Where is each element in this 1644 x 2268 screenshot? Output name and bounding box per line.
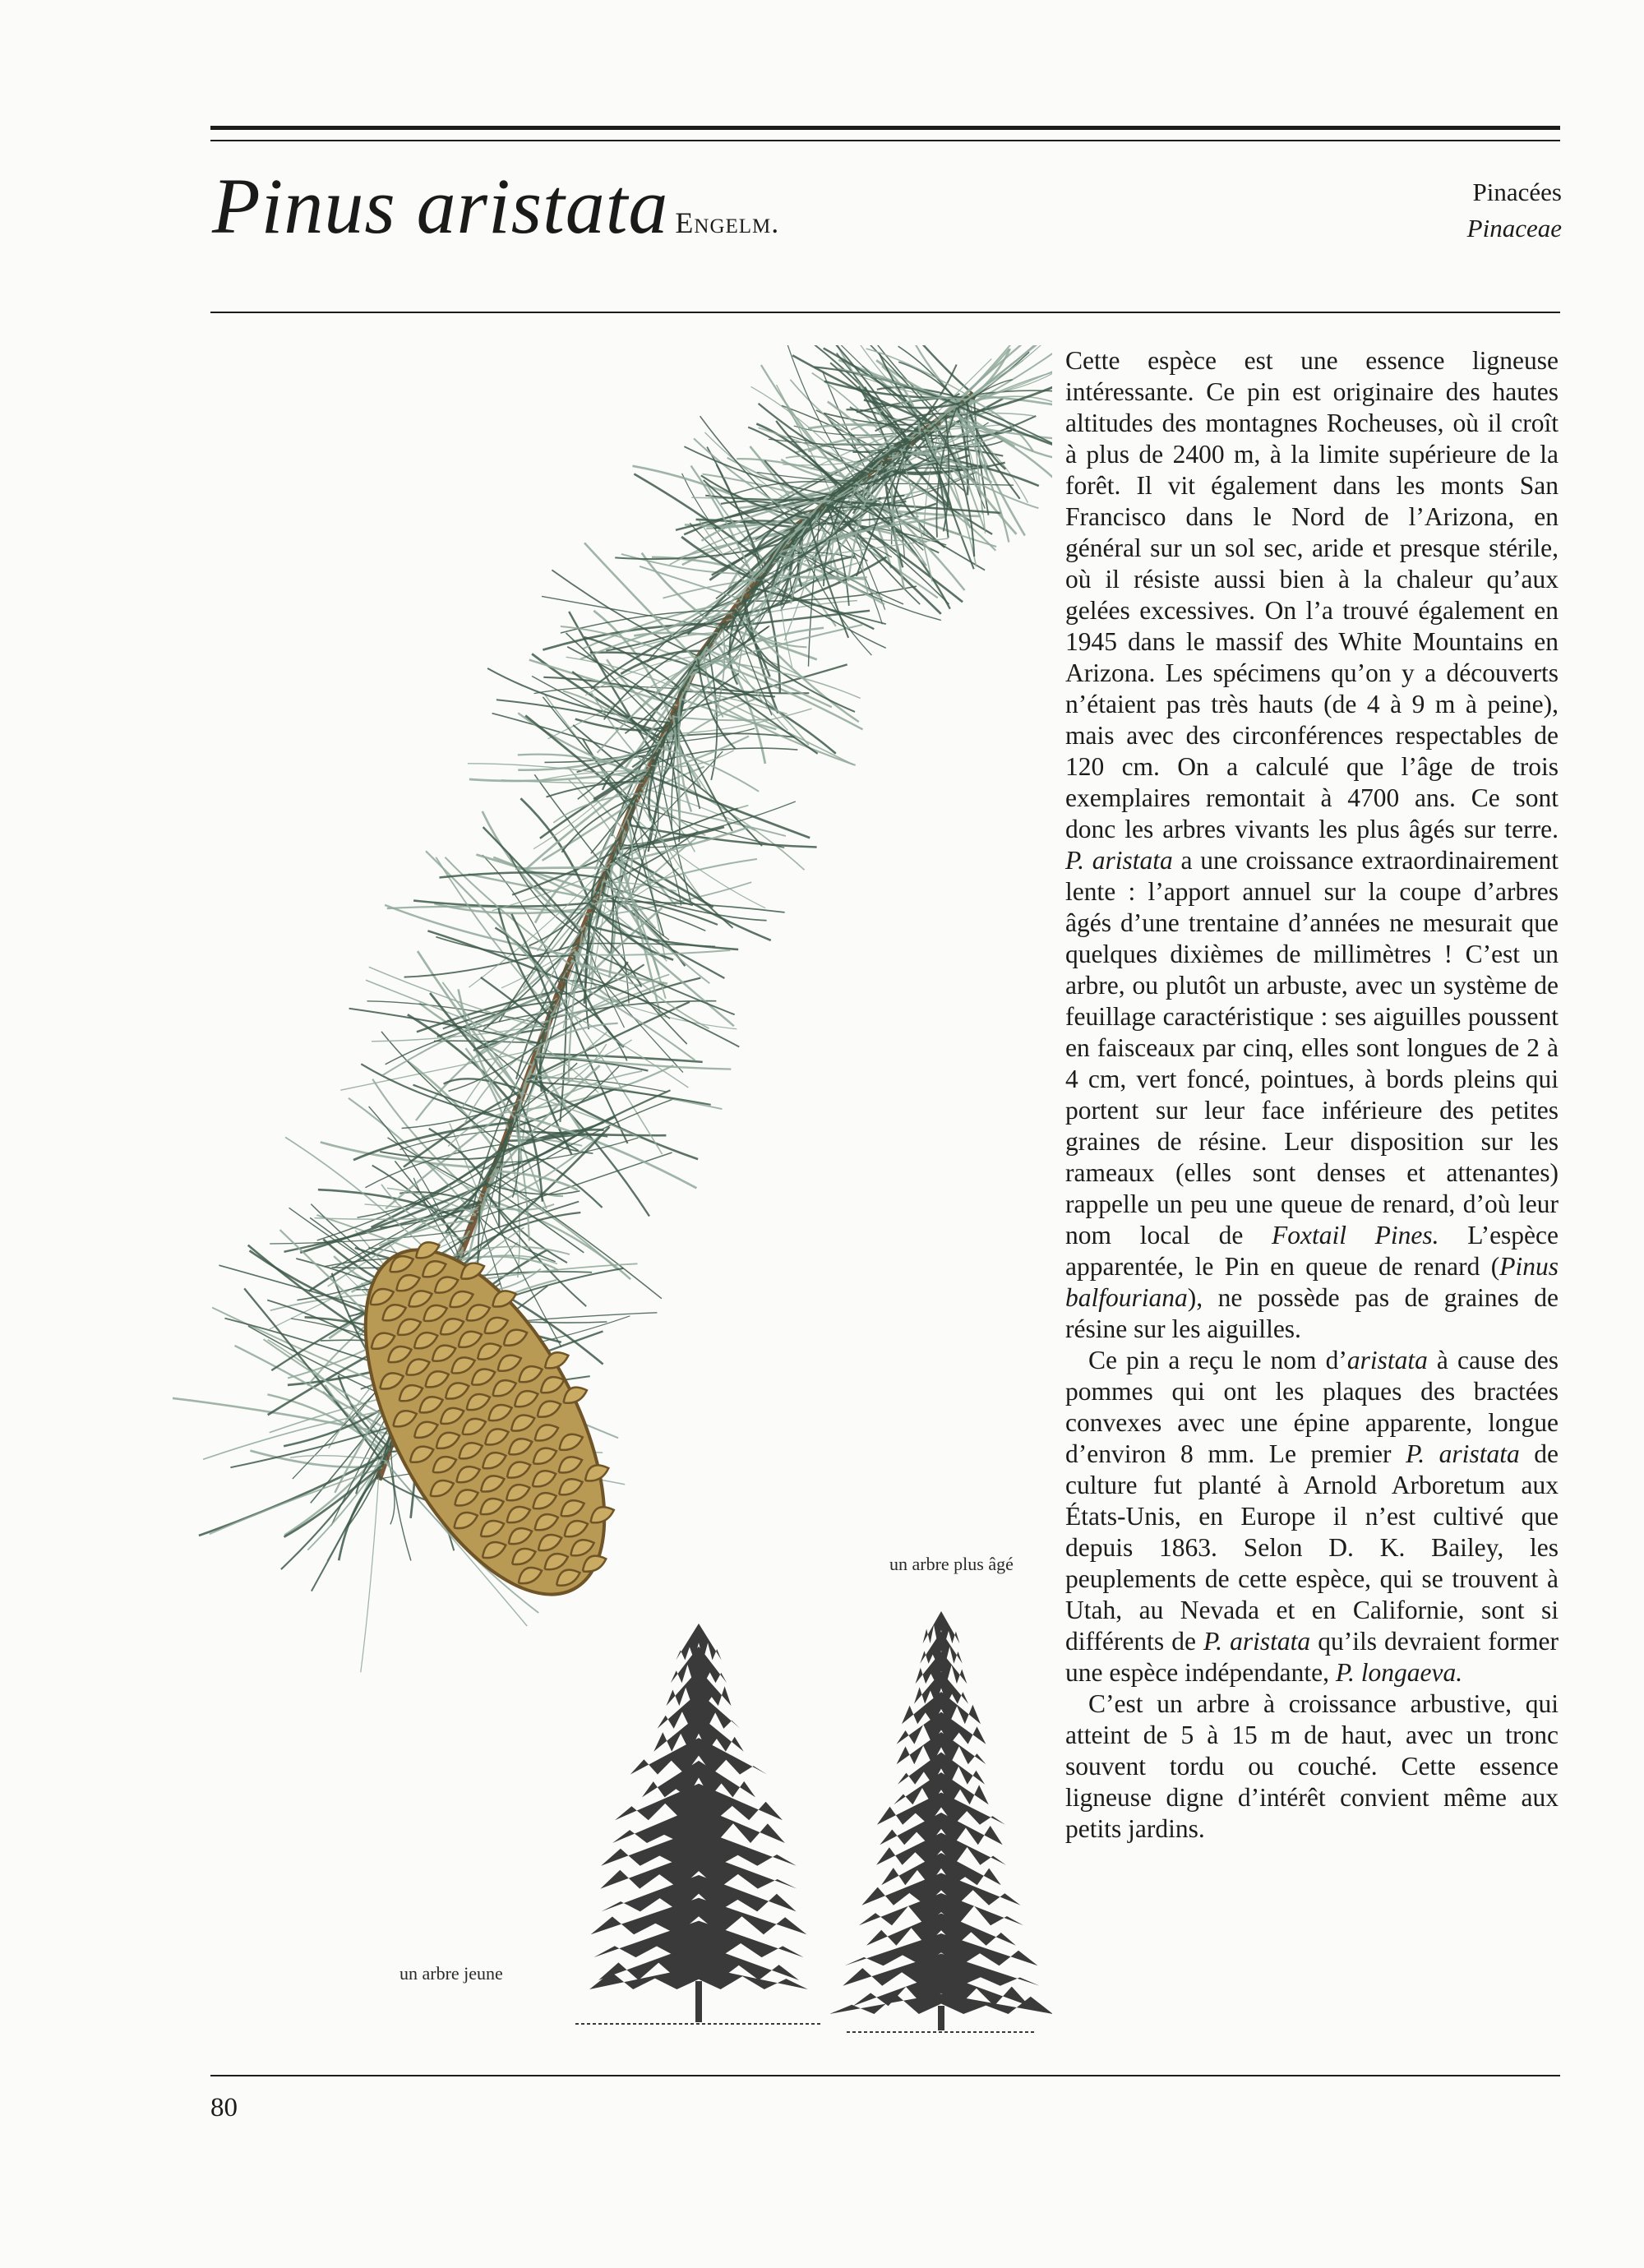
text-run: Cette espèce est une essence ligneuse intéressante. Ce pin est originaire des hautes altitudes des montagnes Rocheuses, où il croît à plus de 2400 m, à la limite supérieure de la forêt. Il vit également dans les monts San Francisco dans le Nord de l’Arizona, en général sur un sol sec, aride et presque stérile, où il résiste aussi bien à la chaleur qu’aux gelées excessives. On l’a trouvé également en 1945 dans le massif des White Mountains en Arizona. Les spécimens qu’on y a découverts n’étaient pas très hauts (de 4 à 9 m à peine), mais avec des circonférences respectables de 120 cm. On a calculé que l’âge de trois exemplaires remontait à 4700 ans. Ce sont donc les arbres vivants les plus âgés sur terre. (1065, 346, 1559, 843)
family-label (1467, 174, 1562, 247)
species-title (212, 160, 779, 252)
text-run-italic: Foxtail Pines. (1272, 1221, 1439, 1249)
paragraph-1 (1065, 345, 1559, 1345)
young-tree-silhouette (559, 1619, 838, 2047)
text-run: L’espèce apparentée, le Pin en queue de renard ( (1065, 1221, 1559, 1281)
text-run: ), ne possède pas de graines de résine sur les aiguilles. (1065, 1283, 1559, 1343)
text-run-italic: Pinus balfouriana (1065, 1252, 1559, 1312)
family-latin: Pinaceae (1466, 214, 1562, 243)
caption-young-tree: un arbre jeune (399, 1963, 503, 1984)
species-name: Pinus aristata (212, 162, 669, 250)
body-text (1065, 345, 1559, 1845)
caption-old-tree: un arbre plus âgé (889, 1554, 1014, 1574)
family-french: Pinacées (1472, 178, 1562, 206)
page-number: 80 (210, 2093, 238, 2122)
text-run-italic: P. aristata (1406, 1439, 1520, 1468)
text-run-italic: aristata (1346, 1346, 1428, 1374)
text-run-italic: P. aristata (1065, 846, 1173, 875)
title-rule-bottom (210, 312, 1560, 313)
text-run: à cause des pommes qui ont les plaques des bractées convexes avec une épine apparente, longue d’environ 8 mm. Le premier (1065, 1346, 1559, 1468)
text-run: qu’ils devraient former une espèce indépendante, (1065, 1627, 1559, 1687)
header-rule-thick (210, 126, 1560, 130)
species-author: Engelm. (675, 206, 780, 239)
old-tree-silhouette (830, 1611, 1052, 2055)
text-run: Ce pin a reçu le nom d’ (1088, 1346, 1347, 1374)
paragraph-2 (1065, 1345, 1559, 1688)
text-run-italic: P. longaeva. (1335, 1658, 1463, 1687)
footer-rule (210, 2075, 1560, 2076)
paragraph-3: C’est un arbre à croissance arbustive, qui atteint de 5 à 15 m de haut, avec un tronc souvent tordu ou couché. Cette essence ligneuse digne d’intérêt convient même aux petits jardins. (1065, 1689, 1559, 1843)
pine-branch-illustration (173, 345, 1052, 1677)
text-run-italic: P. aristata (1203, 1627, 1311, 1656)
text-run: de culture fut planté à Arnold Arboretum aux États-Unis, en Europe il n’est cultivé que depuis 1863. Selon D. K. Bailey, les peuplements de cette espèce, qui se trouvent à Utah, au Nevada et en Californie, sont si différents de (1065, 1439, 1559, 1656)
header-rule-thin (210, 140, 1560, 141)
branch-needles (173, 345, 1052, 1672)
text-run: a une croissance extraordinairement lente : l’apport annuel sur la coupe d’arbres âgés d’une trentaine d’années ne mesurait que quelques dixièmes de millimètres ! C’est un arbre, ou plutôt un arbuste, avec un système de feuillage caractéristique : ses aiguilles poussent en faisceaux par cinq, elles sont longues de 2 à 4 cm, vert foncé, pointues, à bords pleins qui portent sur leur face inférieure des petites graines de résine. Leur disposition sur les rameaux (elles sont denses et attenantes) rappelle un peu une queue de renard, d’où leur nom local de (1065, 846, 1559, 1249)
